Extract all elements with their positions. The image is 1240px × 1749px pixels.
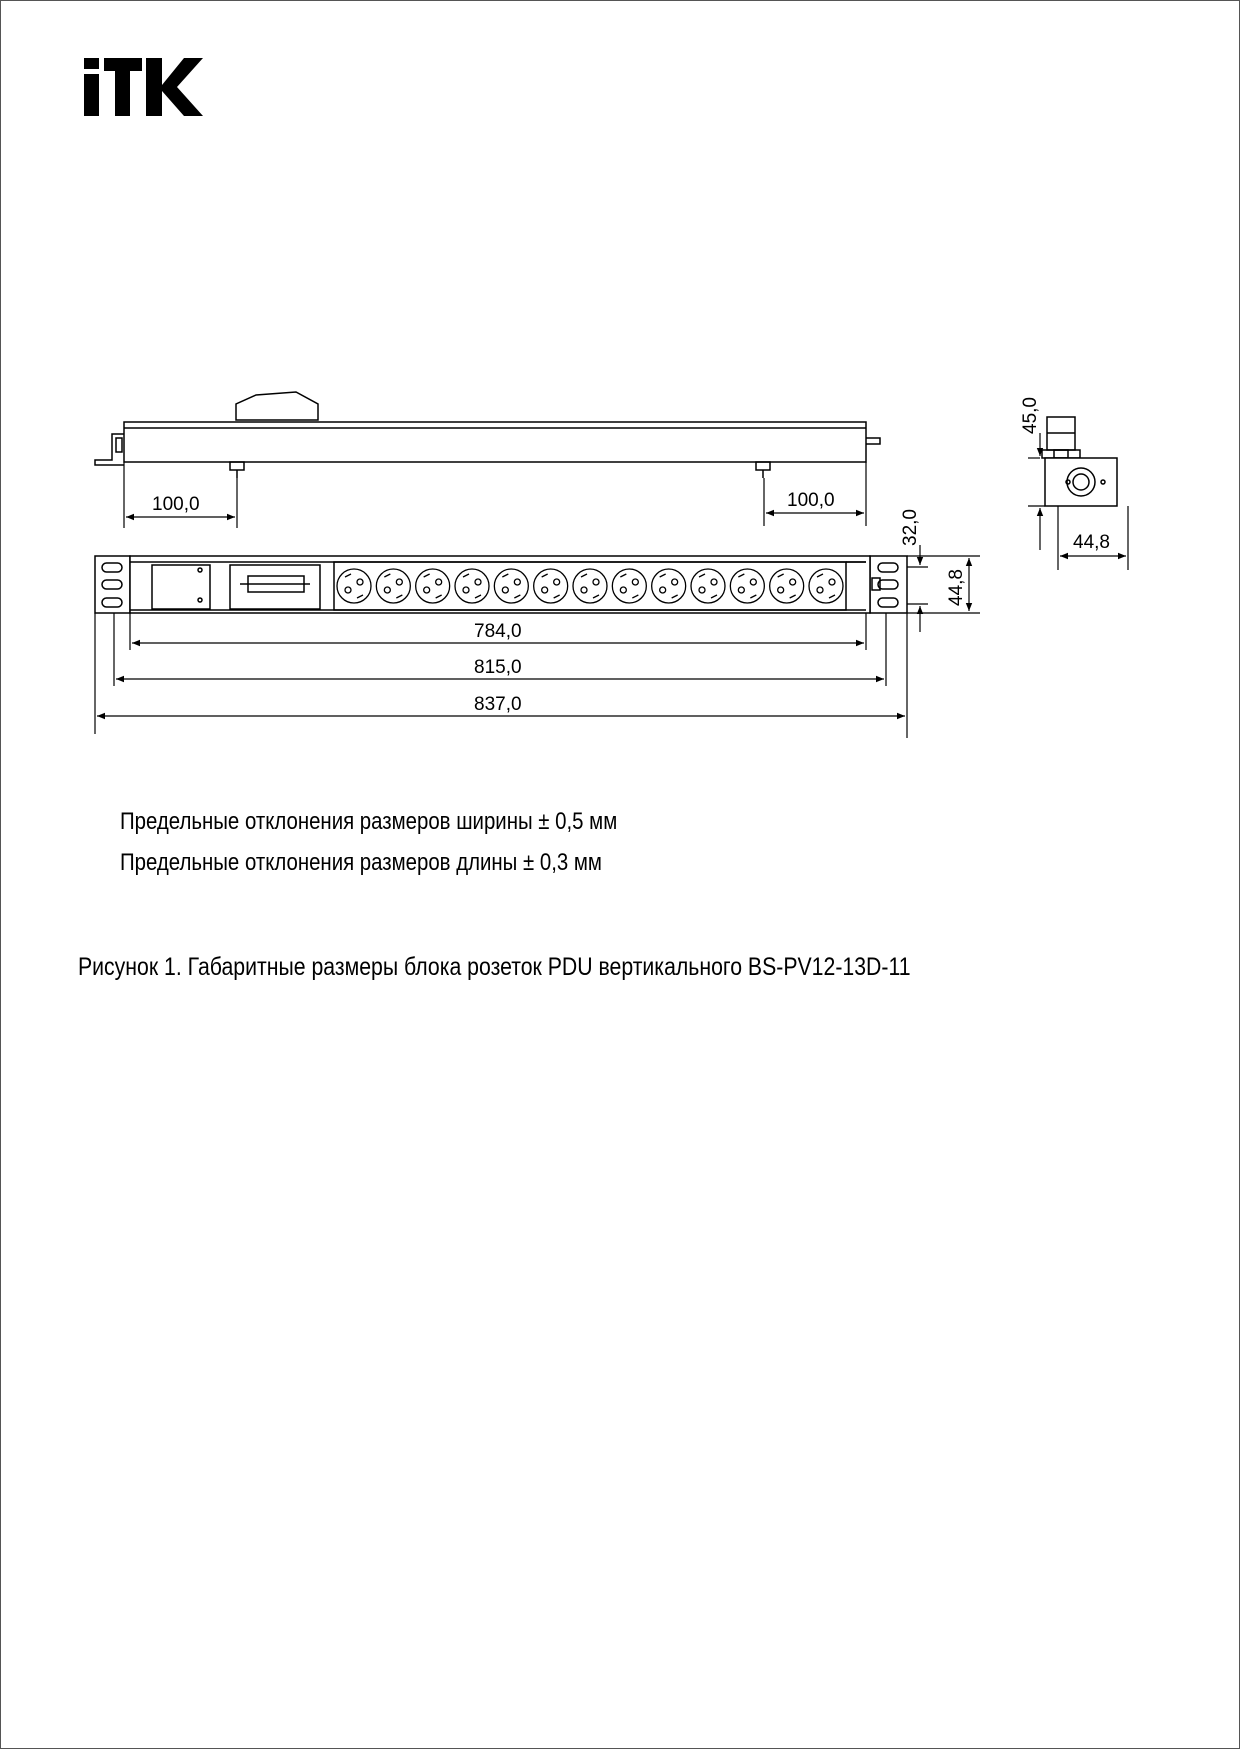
dim-overall-length: 837,0 [474, 694, 522, 715]
dim-side-depth: 45,0 [1020, 397, 1041, 434]
pdu-top-view [95, 392, 880, 478]
length-tolerance-note: Предельные отклонения размеров длины ± 0,3 мм [120, 849, 602, 876]
width-tolerance-note: Предельные отклонения размеров ширины ± 0,5 мм [120, 808, 618, 835]
dim-mid-length: 815,0 [474, 657, 522, 678]
dim-side-width: 44,8 [1073, 532, 1110, 553]
itk-logo [84, 58, 204, 116]
dim-inner-length: 784,0 [474, 621, 522, 642]
pdu-dimension-drawing [0, 380, 1240, 750]
dim-left-offset: 100,0 [152, 494, 200, 515]
dim-front-height: 44,8 [946, 569, 967, 606]
dim-right-offset: 100,0 [787, 490, 835, 511]
figure-caption: Рисунок 1. Габаритные размеры блока розеток PDU вертикального BS-PV12-13D-11 [78, 953, 911, 981]
pdu-front-view [95, 556, 907, 613]
pdu-side-view [1042, 417, 1117, 506]
dim-hole-spacing: 32,0 [900, 509, 921, 546]
